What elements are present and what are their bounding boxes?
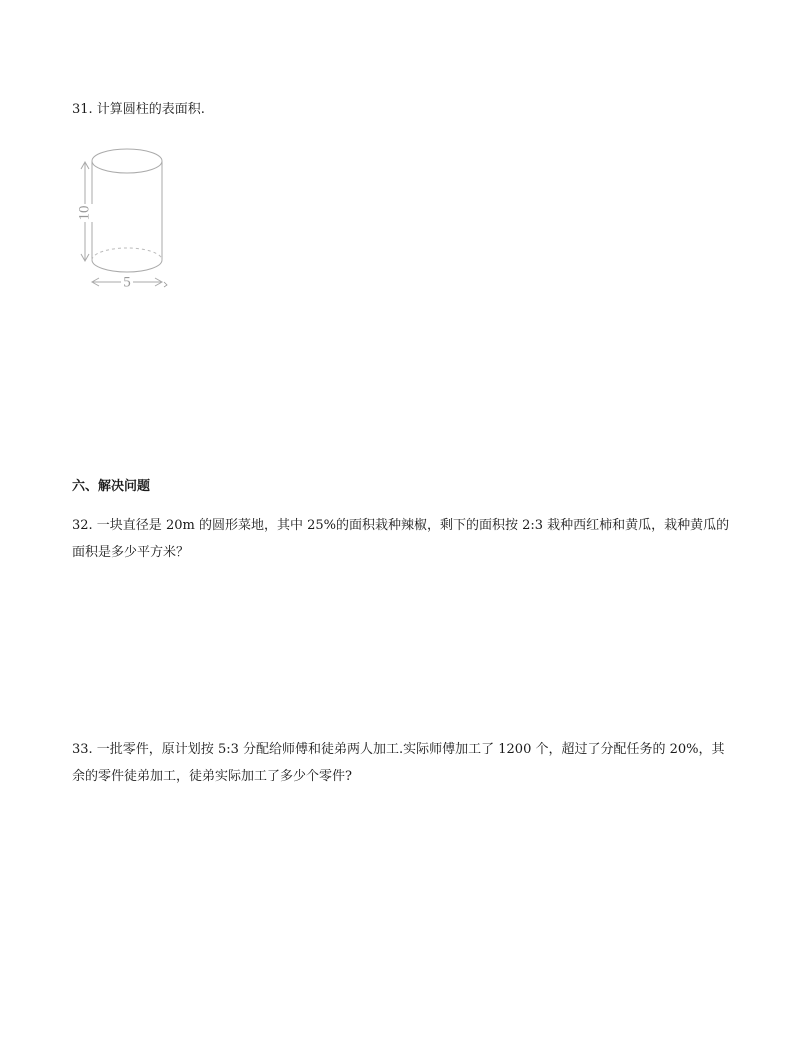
cylinder-bottom-back-dashed [92,248,162,260]
cylinder-top-ellipse [92,149,162,173]
cylinder-bottom-front [92,260,162,272]
cylinder-diagram [70,142,180,294]
cylinder-figure [70,142,180,294]
question-31: 31. 计算圆柱的表面积. [72,102,205,117]
question-32: 32. 一块直径是 20m 的圆形菜地，其中 25%的面积栽种辣椒，剩下的面积按 2:3 栽种西红柿和黄瓜，栽种黄瓜的面积是多少平方米？ [72,518,730,560]
height-label: 10 [76,205,93,221]
diameter-label: 5 [123,274,131,291]
section-title: 六、解决问题 [72,479,151,494]
question-33: 33. 一批零件，原计划按 5:3 分配给师傅和徒弟两人加工.实际师傅加工了 1200 个，超过了分配任务的 20%，其余的零件徒弟加工，徒弟实际加工了多少个零件? [72,742,725,784]
paragraph-mark-icon [164,282,167,287]
